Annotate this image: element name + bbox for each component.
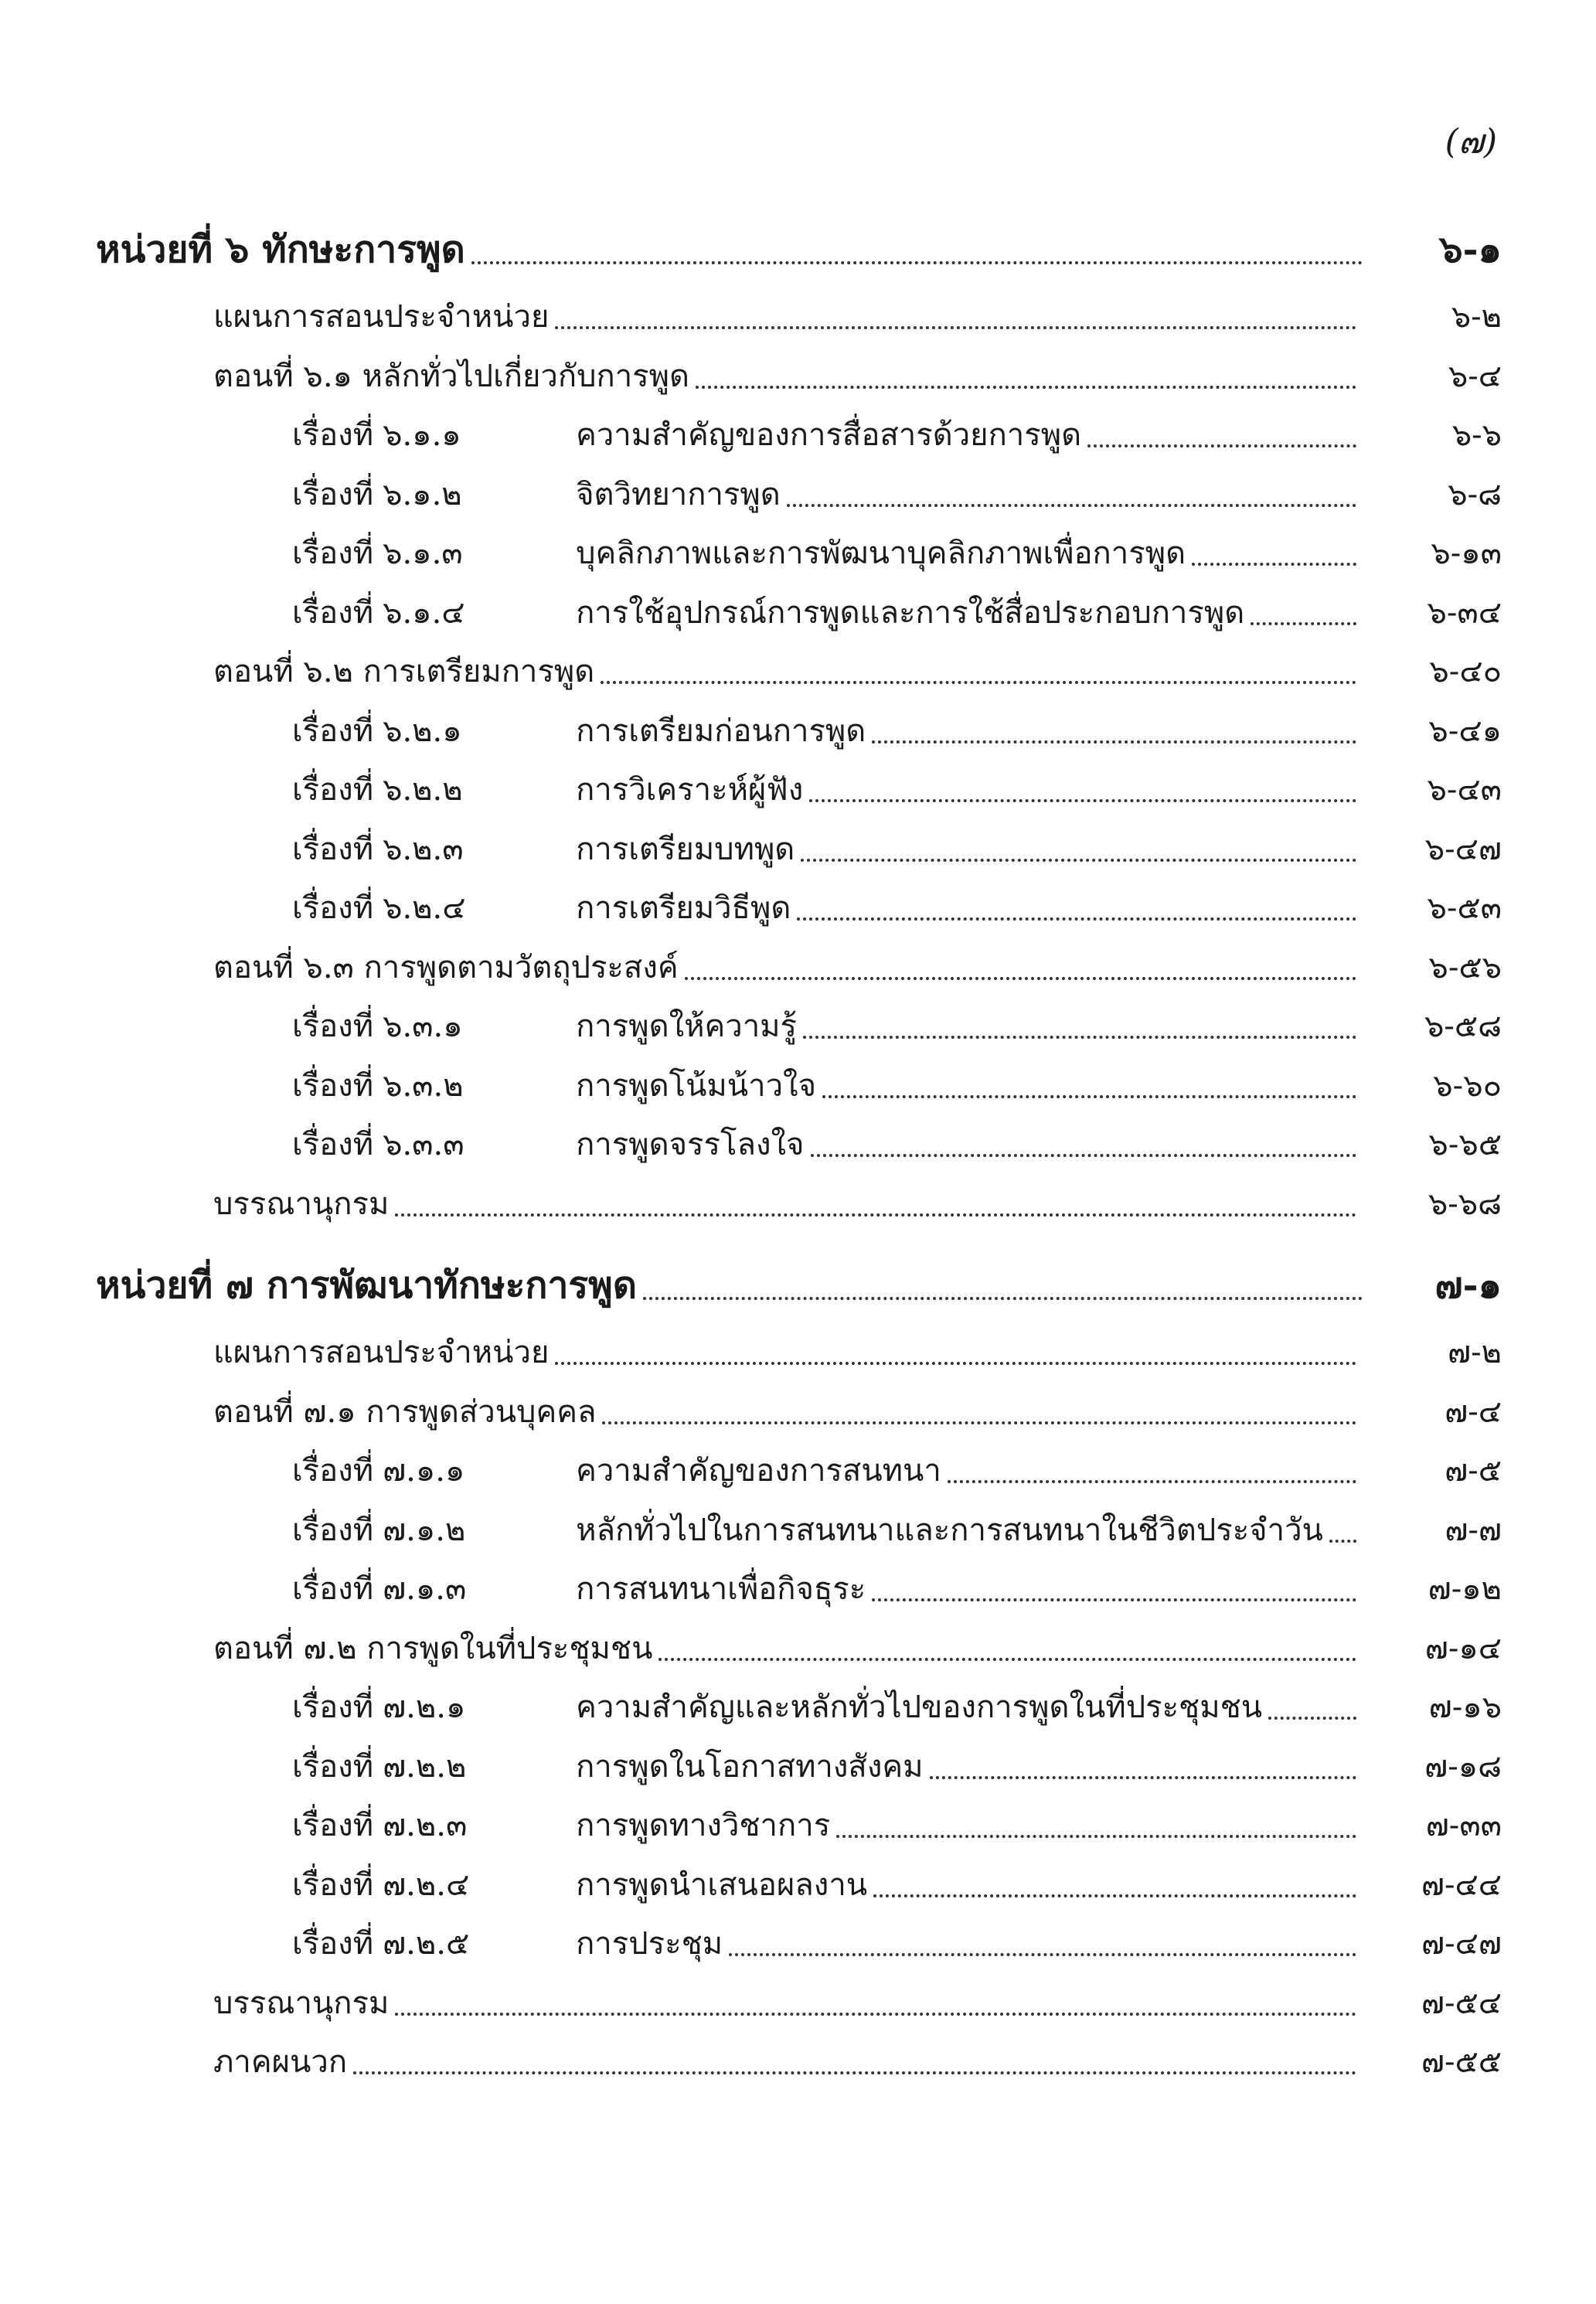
entry-title: บรรณานุกรม (213, 1186, 390, 1222)
toc-entry-page: ๗-๑ (1434, 1264, 1502, 1307)
toc-entry-label (0, 220, 471, 279)
dot-leader (872, 740, 1356, 744)
entry-prefix: เรื่องที่ (292, 1926, 374, 1962)
entry-prefix: เรื่องที่ (292, 1571, 374, 1607)
toc-entry-label (0, 528, 1192, 577)
entry-prefix: เรื่องที่ (292, 1512, 374, 1548)
dot-leader (1329, 1540, 1356, 1543)
entry-title: การพูดให้ความรู้ (576, 1009, 798, 1044)
toc-entry-label (0, 1119, 811, 1169)
entry-title: ความสำคัญและหลักทั่วไปของการพูดในที่ประชุมชน (576, 1690, 1263, 1725)
toc-entry-label (0, 1741, 930, 1791)
entry-number: ๖.๑.๒ (383, 476, 462, 512)
toc-unit-heading (0, 1256, 1596, 1327)
entry-title: แผนการสอนประจำหน่วย (213, 1335, 550, 1370)
toc-entry-page: ๖-๖๐ (1433, 1067, 1502, 1104)
entry-number: ๖.๒.๒ (383, 772, 463, 808)
entry-number: ๖.๑.๓ (383, 536, 463, 571)
entry-number: ๖.๑.๑ (383, 417, 461, 453)
entry-prefix: เรื่องที่ (292, 1690, 374, 1725)
toc-entry-page: ๖-๖ (1451, 417, 1502, 453)
dot-leader (395, 2013, 1356, 2016)
toc-entry (0, 2037, 1596, 2096)
dot-leader (602, 1421, 1356, 1424)
entry-number: ๖.๓.๓ (383, 1127, 465, 1162)
toc-entry-label (0, 1564, 872, 1613)
toc-entry-label (0, 764, 809, 814)
dot-leader (395, 1213, 1356, 1217)
entry-number: ๖.๒.๓ (383, 831, 464, 867)
entry-number: ๗.๑.๑ (383, 1453, 465, 1489)
toc-entry-page: ๗-๔๔ (1421, 1867, 1502, 1903)
toc-entry-page: ๖-๒ (1451, 299, 1502, 335)
entry-title: ความสำคัญของการสื่อสารด้วยการพูด (576, 417, 1082, 453)
toc-entry (0, 1978, 1596, 2037)
dot-leader (797, 917, 1356, 921)
toc-entry-label (0, 1001, 803, 1050)
entry-title: จิตวิทยาการพูด (576, 476, 781, 512)
entry-prefix: เรื่องที่ (292, 890, 374, 926)
toc-entry (0, 1505, 1596, 1564)
entry-number: ๗.๑.๓ (383, 1571, 467, 1607)
entry-prefix: เรื่องที่ (292, 417, 374, 453)
unit-title: หน่วยที่ ๖ ทักษะการพูด (96, 228, 465, 271)
entry-number: ๗.๒.๒ (383, 1748, 467, 1785)
page-number: (๗) (1445, 122, 1497, 162)
entry-prefix: เรื่องที่ (292, 1067, 374, 1104)
entry-title: การเตรียมก่อนการพูด (576, 713, 866, 749)
toc-entry-label (0, 1623, 658, 1673)
entry-title: การประชุม (576, 1926, 723, 1962)
entry-prefix: เรื่องที่ (292, 831, 374, 867)
toc-entry (0, 469, 1596, 529)
dot-leader (471, 261, 1363, 264)
dot-leader (872, 1598, 1356, 1601)
toc-entry-page: ๖-๔๗ (1424, 831, 1502, 867)
dot-leader (601, 681, 1356, 684)
toc-entry (0, 528, 1596, 587)
toc-entry-label (0, 410, 1087, 459)
dot-leader (555, 326, 1356, 329)
dot-leader (685, 977, 1356, 980)
toc-entry-page: ๗-๓๓ (1425, 1808, 1502, 1843)
dot-leader (930, 1776, 1357, 1779)
toc-entry (0, 291, 1596, 351)
dot-leader (811, 1154, 1357, 1157)
toc-entry-label (0, 291, 555, 341)
toc-entry-page: ๖-๔๐ (1429, 654, 1502, 689)
entry-title: ความสำคัญของการสนทนา (576, 1453, 941, 1489)
toc-entry (0, 824, 1596, 883)
entry-title: ตอนที่ ๖.๓ การพูดตามวัตถุประสงค์ (213, 949, 679, 985)
entry-prefix: เรื่องที่ (292, 476, 374, 512)
toc-entry (0, 1060, 1596, 1120)
toc-entry-label (0, 1179, 395, 1228)
toc-entry-page: ๖-๔๑ (1428, 713, 1502, 749)
entry-number: ๗.๒.๕ (383, 1926, 470, 1962)
dot-leader (696, 386, 1356, 389)
toc-entry-label (0, 587, 1251, 637)
entry-prefix: เรื่องที่ (292, 1453, 374, 1489)
toc-entry-label (0, 1978, 395, 2027)
toc-entry (0, 764, 1596, 824)
dot-leader (809, 799, 1356, 802)
toc-entry-label (0, 351, 696, 400)
toc-entry-label (0, 1682, 1268, 1731)
entry-title: การพูดในโอกาสทางสังคม (576, 1748, 924, 1785)
entry-number: ๖.๒.๑ (383, 713, 462, 749)
entry-title: การพูดทางวิชาการ (576, 1808, 831, 1843)
toc-entry (0, 1001, 1596, 1060)
toc-entry-page: ๗-๔๗ (1421, 1926, 1502, 1962)
entry-title: การพูดโน้มน้าวใจ (576, 1067, 817, 1104)
toc-entry-page: ๗-๒ (1448, 1335, 1502, 1370)
unit-title: หน่วยที่ ๗ การพัฒนาทักษะการพูด (96, 1264, 637, 1307)
entry-prefix: เรื่องที่ (292, 536, 374, 571)
toc-entry-page: ๖-๕๘ (1424, 1009, 1502, 1044)
entry-prefix: เรื่องที่ (292, 713, 374, 749)
entry-title: การวิเคราะห์ผู้ฟัง (576, 772, 804, 808)
toc-entry-label (0, 1387, 602, 1436)
toc-entry-label (0, 469, 787, 519)
entry-number: ๗.๑.๒ (383, 1512, 466, 1548)
toc-entry (0, 1860, 1596, 1919)
dot-leader (1251, 622, 1356, 625)
toc-entry-page: ๖-๓๔ (1427, 594, 1502, 631)
toc-entry (0, 1623, 1596, 1683)
toc-entry-page: ๖-๑๓ (1431, 536, 1502, 571)
toc-entry-page: ๗-๕๕ (1421, 2044, 1502, 2080)
dot-leader (803, 1036, 1356, 1039)
toc-entry-page: ๖-๖๘ (1428, 1186, 1502, 1222)
toc-entry-page: ๗-๕๔ (1421, 1985, 1502, 2021)
entry-number: ๖.๒.๔ (383, 890, 466, 926)
toc-entry-label (0, 1918, 729, 1968)
toc-entry (0, 706, 1596, 765)
entry-title: การพูดจรรโลงใจ (576, 1127, 805, 1162)
toc-entry-page: ๖-๔ (1448, 358, 1502, 394)
toc-entry (0, 587, 1596, 647)
dot-leader (801, 859, 1356, 862)
dot-leader (555, 1362, 1356, 1365)
toc-entry-page: ๗-๔ (1445, 1394, 1502, 1430)
entry-title: การพูดนำเสนอผลงาน (576, 1867, 868, 1903)
toc-entry-page: ๖-๕๖ (1428, 949, 1502, 985)
entry-title: หลักทั่วไปในการสนทนาและการสนทนาในชีวิตประจำวัน (576, 1512, 1323, 1548)
entry-title: ตอนที่ ๖.๒ การเตรียมการพูด (213, 654, 595, 689)
toc-entry (0, 1741, 1596, 1801)
toc-entry-label (0, 1256, 643, 1315)
toc-entry (0, 942, 1596, 1002)
toc-entry-label (0, 824, 801, 873)
entry-prefix: เรื่องที่ (292, 1867, 374, 1903)
toc-entry-page: ๗-๑๒ (1428, 1571, 1502, 1607)
toc-entry-label (0, 706, 872, 755)
entry-number: ๗.๒.๔ (383, 1867, 470, 1903)
toc-entry-page: ๖-๕๓ (1427, 890, 1502, 926)
dot-leader (787, 504, 1356, 507)
entry-title: การใช้อุปกรณ์การพูดและการใช้สื่อประกอบการพูด (576, 594, 1245, 631)
toc-entry-label (0, 1060, 822, 1110)
toc-entry (0, 1119, 1596, 1179)
entry-title: บรรณานุกรม (213, 1985, 390, 2021)
dot-leader (948, 1480, 1356, 1483)
toc-entry (0, 351, 1596, 410)
toc-entry-page: ๖-๑ (1439, 228, 1502, 271)
dot-leader (643, 1297, 1363, 1300)
entry-prefix: เรื่องที่ (292, 1808, 374, 1843)
entry-number: ๖.๑.๔ (383, 594, 465, 631)
toc-entry-page: ๖-๘ (1448, 476, 1502, 512)
toc-entry-label (0, 1445, 948, 1495)
toc-entry-page: ๗-๑๖ (1428, 1690, 1502, 1725)
dot-leader (353, 2071, 1356, 2074)
toc-unit-heading (0, 220, 1596, 291)
toc-entry-label (0, 2037, 353, 2086)
toc-entry (0, 1564, 1596, 1623)
toc-entry (0, 410, 1596, 469)
dot-leader (729, 1953, 1356, 1956)
entry-title: การเตรียมวิธีพูด (576, 890, 791, 926)
toc-entry (0, 1179, 1596, 1238)
toc-unit (0, 220, 1596, 1237)
dot-leader (1192, 563, 1356, 566)
entry-prefix: เรื่องที่ (292, 1127, 374, 1162)
entry-title: ตอนที่ ๗.๒ การพูดในที่ประชุมชน (213, 1630, 653, 1666)
dot-leader (1087, 444, 1356, 448)
toc-entry (0, 1918, 1596, 1978)
entry-title: ตอนที่ ๖.๑ หลักทั่วไปเกี่ยวกับการพูด (213, 358, 689, 394)
toc-entry (0, 646, 1596, 706)
dot-leader (822, 1095, 1356, 1098)
dot-leader (836, 1835, 1356, 1838)
dot-leader (1268, 1717, 1356, 1720)
entry-prefix: เรื่องที่ (292, 594, 374, 631)
toc-entry-label (0, 883, 797, 932)
toc-entry (0, 1682, 1596, 1741)
entry-title: ภาคผนวก (213, 2044, 348, 2080)
toc-unit (0, 1256, 1596, 2096)
toc-entry (0, 1445, 1596, 1505)
entry-number: ๗.๒.๓ (383, 1808, 468, 1843)
dot-leader (873, 1894, 1356, 1897)
entry-prefix: เรื่องที่ (292, 1009, 374, 1044)
toc-entry-label (0, 646, 601, 696)
toc-entry (0, 883, 1596, 942)
toc-entry-page: ๗-๑๘ (1424, 1748, 1502, 1785)
toc-entry-label (0, 1505, 1329, 1554)
toc-entry (0, 1327, 1596, 1387)
toc-entry-page: ๖-๔๓ (1427, 772, 1502, 808)
toc-entry-label (0, 1800, 836, 1850)
toc-entry-label (0, 1860, 873, 1909)
toc-entry-page: ๗-๕ (1445, 1453, 1502, 1489)
entry-title: ตอนที่ ๗.๑ การพูดส่วนบุคคล (213, 1394, 597, 1430)
entry-number: ๗.๒.๑ (383, 1690, 466, 1725)
entry-number: ๖.๓.๑ (383, 1009, 463, 1044)
entry-title: แผนการสอนประจำหน่วย (213, 299, 550, 335)
toc-entry-page: ๗-๑๔ (1424, 1630, 1502, 1666)
entry-number: ๖.๓.๒ (383, 1067, 464, 1104)
entry-prefix: เรื่องที่ (292, 772, 374, 808)
toc-entry (0, 1800, 1596, 1860)
toc-entry-label (0, 1327, 555, 1377)
entry-title: การสนทนาเพื่อกิจธุระ (576, 1571, 866, 1607)
toc-entry-label (0, 942, 685, 992)
toc-entry (0, 1387, 1596, 1446)
entry-title: การเตรียมบทพูด (576, 831, 795, 867)
toc-entry-page: ๖-๖๕ (1428, 1127, 1502, 1162)
entry-title: บุคลิกภาพและการพัฒนาบุคลิกภาพเพื่อการพูด (576, 536, 1186, 571)
dot-leader (658, 1658, 1356, 1661)
entry-prefix: เรื่องที่ (292, 1748, 374, 1785)
toc-entry-page: ๗-๗ (1445, 1512, 1502, 1548)
